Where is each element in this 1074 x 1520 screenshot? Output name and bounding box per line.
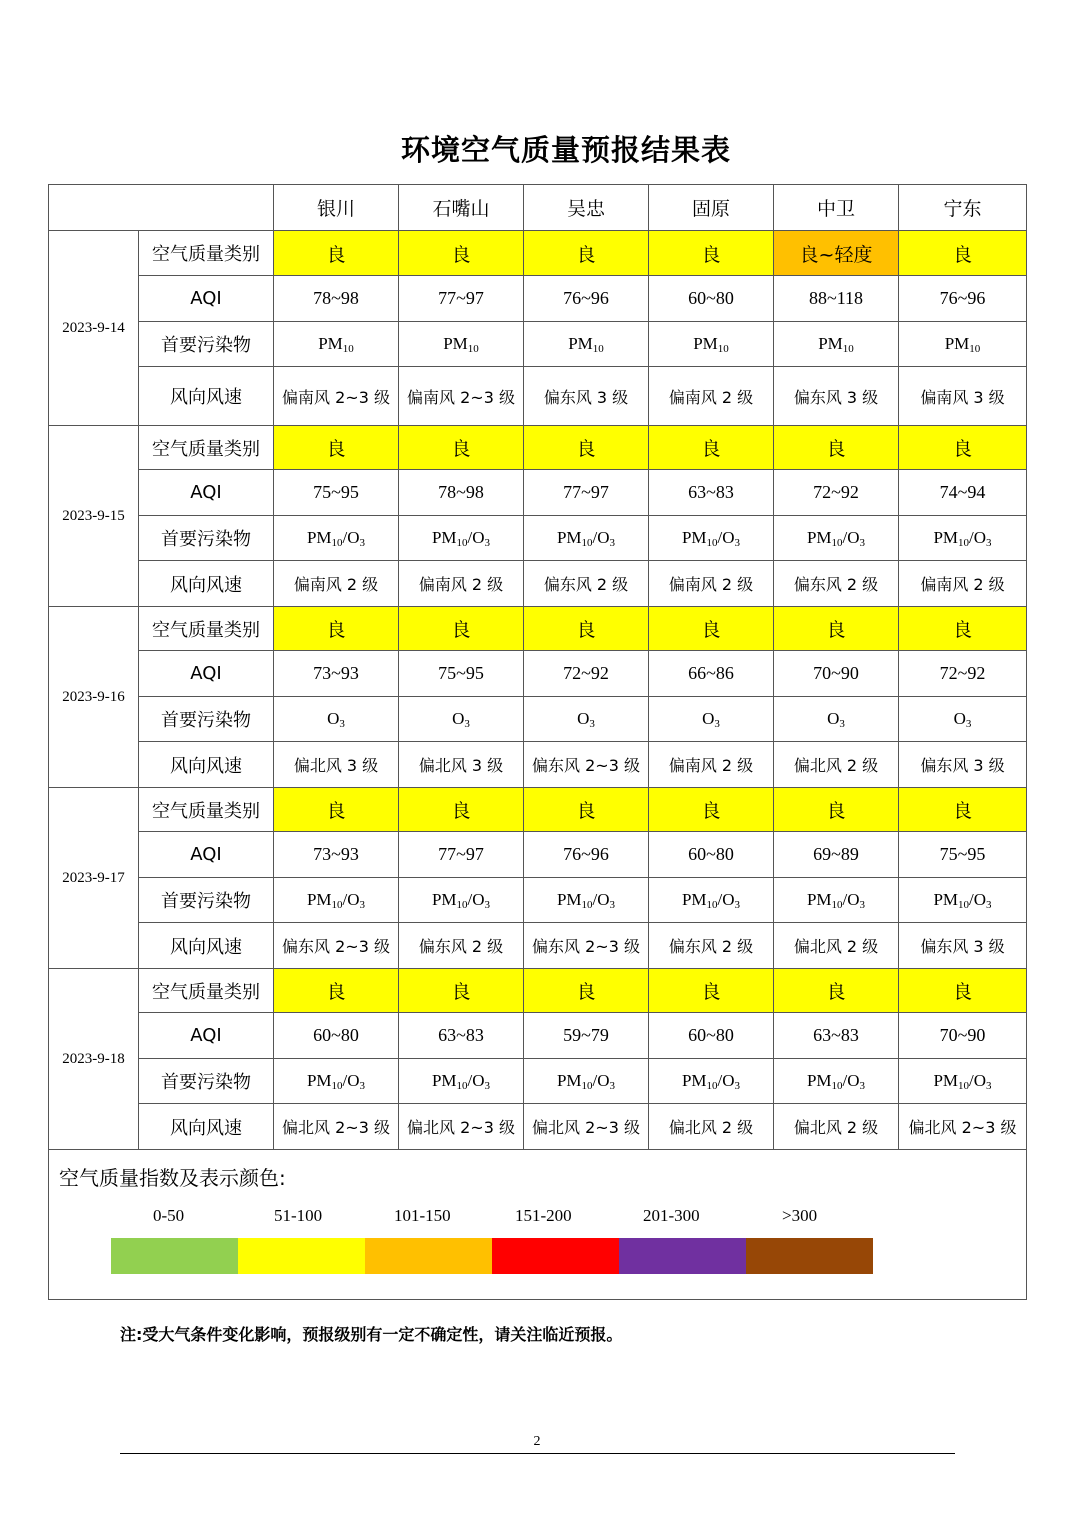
pollutant-cell <box>524 878 649 923</box>
pollutant-sub: 10 <box>842 343 854 355</box>
table-row <box>49 367 1027 426</box>
wind-cell: 偏东风 3 级 <box>899 742 1027 788</box>
quality-cell: 良 <box>274 426 399 470</box>
pollutant-cell <box>774 697 899 742</box>
aqi-cell: 77~97 <box>399 276 524 322</box>
aqi-cell: 60~80 <box>649 276 774 322</box>
pollutant-tail: /O <box>969 528 987 547</box>
quality-cell: 良 <box>899 607 1027 651</box>
quality-cell: 良 <box>774 607 899 651</box>
legend-range-label: 151-200 <box>515 1206 572 1225</box>
pollutant-sub: 10 <box>581 1080 593 1092</box>
legend-cell <box>49 1150 1027 1300</box>
table-row <box>49 426 1027 470</box>
wind-cell: 偏北风 2 级 <box>774 923 899 969</box>
pollutant-tail: /O <box>342 528 360 547</box>
pollutant-sub2: 3 <box>359 1080 366 1092</box>
aqi-cell: 88~118 <box>774 276 899 322</box>
table-row <box>49 651 1027 697</box>
aqi-cell: 69~89 <box>774 832 899 878</box>
wind-cell: 偏东风 2~3 级 <box>524 923 649 969</box>
pollutant-sub: 10 <box>831 899 843 911</box>
pollutant-tail: /O <box>592 890 610 909</box>
quality-cell: 良 <box>649 969 774 1013</box>
pollutant-tail: /O <box>842 890 860 909</box>
pollutant-sub: 10 <box>831 537 843 549</box>
pollutant-main: PM <box>933 890 959 909</box>
quality-cell: 良 <box>649 788 774 832</box>
city-header: 石嘴山 <box>399 185 524 231</box>
pollutant-cell <box>649 878 774 923</box>
row-label-aqi: AQI <box>139 470 274 516</box>
pollutant-sub: 10 <box>706 537 718 549</box>
aqi-cell: 63~83 <box>774 1013 899 1059</box>
pollutant-main: PM <box>306 1071 332 1090</box>
date-cell: 2023-9-14 <box>49 231 139 426</box>
row-label-wind: 风向风速 <box>139 1104 274 1150</box>
aqi-cell: 72~92 <box>899 651 1027 697</box>
pollutant-sub: 3 <box>714 718 720 730</box>
pollutant-main: PM <box>556 1071 582 1090</box>
wind-cell: 偏北风 2 级 <box>649 1104 774 1150</box>
quality-cell: 良 <box>524 231 649 276</box>
row-label-pollutant: 首要污染物 <box>139 516 274 561</box>
pollutant-main: PM <box>681 528 707 547</box>
quality-cell: 良 <box>274 607 399 651</box>
pollutant-cell <box>274 322 399 367</box>
table-row <box>49 231 1027 276</box>
aqi-cell: 70~90 <box>774 651 899 697</box>
aqi-cell: 70~90 <box>899 1013 1027 1059</box>
pollutant-sub2: 3 <box>609 537 616 549</box>
pollutant-cell <box>774 516 899 561</box>
table-row <box>49 923 1027 969</box>
pollutant-main: PM <box>443 334 468 353</box>
quality-cell: 良 <box>899 788 1027 832</box>
quality-cell: 良 <box>524 426 649 470</box>
table-row <box>49 742 1027 788</box>
aqi-cell: 60~80 <box>649 1013 774 1059</box>
aqi-cell: 75~95 <box>274 470 399 516</box>
pollutant-cell <box>524 322 649 367</box>
pollutant-sub: 10 <box>969 343 981 355</box>
pollutant-main: PM <box>431 528 457 547</box>
pollutant-sub: 10 <box>331 1080 343 1092</box>
header-row <box>49 185 1027 231</box>
pollutant-main: PM <box>556 528 582 547</box>
pollutant-sub: 10 <box>581 899 593 911</box>
aqi-cell: 72~92 <box>774 470 899 516</box>
legend-color-swatch <box>492 1238 619 1274</box>
pollutant-main: PM <box>806 1071 832 1090</box>
quality-cell: 良 <box>774 426 899 470</box>
pollutant-main: O <box>452 709 465 728</box>
wind-cell: 偏南风 2~3 级 <box>399 367 524 426</box>
pollutant-cell <box>774 878 899 923</box>
city-header: 吴忠 <box>524 185 649 231</box>
pollutant-sub2: 3 <box>859 1080 866 1092</box>
pollutant-cell <box>649 322 774 367</box>
wind-cell: 偏东风 2 级 <box>649 923 774 969</box>
quality-cell: 良 <box>524 969 649 1013</box>
aqi-cell: 77~97 <box>524 470 649 516</box>
pollutant-cell <box>274 697 399 742</box>
quality-cell: 良 <box>774 788 899 832</box>
wind-cell: 偏东风 3 级 <box>524 367 649 426</box>
pollutant-tail: /O <box>467 1071 485 1090</box>
pollutant-sub2: 3 <box>986 1080 992 1092</box>
pollutant-sub: 10 <box>706 899 718 911</box>
wind-cell: 偏北风 2~3 级 <box>274 1104 399 1150</box>
aqi-cell: 78~98 <box>274 276 399 322</box>
table-row <box>49 788 1027 832</box>
quality-cell: 良 <box>399 788 524 832</box>
pollutant-tail: /O <box>842 1071 860 1090</box>
table-row <box>49 1059 1027 1104</box>
row-label-pollutant: 首要污染物 <box>139 1059 274 1104</box>
pollutant-sub: 10 <box>717 343 729 355</box>
pollutant-cell <box>524 516 649 561</box>
pollutant-sub2: 3 <box>734 1080 741 1092</box>
pollutant-tail: /O <box>969 1071 987 1090</box>
pollutant-main: PM <box>556 890 582 909</box>
table-row <box>49 607 1027 651</box>
table-row <box>49 470 1027 516</box>
row-label-aqi: AQI <box>139 651 274 697</box>
row-label-quality: 空气质量类别 <box>139 426 274 470</box>
wind-cell: 偏南风 2 级 <box>649 561 774 607</box>
pollutant-sub2: 3 <box>359 537 366 549</box>
quality-cell: 良 <box>774 969 899 1013</box>
pollutant-cell <box>899 516 1027 561</box>
pollutant-tail: /O <box>717 890 735 909</box>
pollutant-cell <box>274 1059 399 1104</box>
row-label-pollutant: 首要污染物 <box>139 697 274 742</box>
quality-cell: 良 <box>274 788 399 832</box>
wind-cell: 偏北风 2~3 级 <box>524 1104 649 1150</box>
pollutant-sub2: 3 <box>734 537 741 549</box>
pollutant-sub: 3 <box>839 718 845 730</box>
pollutant-tail: /O <box>592 528 610 547</box>
page-number: 2 <box>533 1434 541 1449</box>
pollutant-main: PM <box>431 1071 457 1090</box>
pollutant-sub: 10 <box>958 899 970 911</box>
quality-cell: 良 <box>899 231 1027 276</box>
row-label-pollutant: 首要污染物 <box>139 878 274 923</box>
pollutant-sub: 10 <box>456 537 468 549</box>
pollutant-sub: 3 <box>965 718 972 730</box>
pollutant-sub: 10 <box>706 1080 718 1092</box>
pollutant-main: PM <box>806 890 832 909</box>
pollutant-sub2: 3 <box>609 899 616 911</box>
pollutant-main: PM <box>681 1071 707 1090</box>
header-corner <box>49 185 274 231</box>
quality-cell: 良 <box>649 607 774 651</box>
table-row <box>49 832 1027 878</box>
footer-divider <box>120 1453 955 1454</box>
page-title: 环境空气质量预报结果表 <box>400 133 731 167</box>
row-label-quality: 空气质量类别 <box>139 969 274 1013</box>
pollutant-sub: 10 <box>331 537 343 549</box>
pollutant-tail: /O <box>342 890 360 909</box>
pollutant-main: PM <box>944 334 970 353</box>
pollutant-cell <box>649 516 774 561</box>
pollutant-cell <box>399 1059 524 1104</box>
pollutant-main: O <box>702 709 715 728</box>
aqi-color-legend <box>49 1150 1026 1299</box>
wind-cell: 偏东风 2~3 级 <box>274 923 399 969</box>
wind-cell: 偏东风 2 级 <box>774 561 899 607</box>
quality-cell: 良 <box>399 607 524 651</box>
pollutant-cell <box>399 878 524 923</box>
pollutant-tail: /O <box>717 1071 735 1090</box>
pollutant-main: O <box>953 709 966 728</box>
aqi-cell: 75~95 <box>399 651 524 697</box>
row-label-wind: 风向风速 <box>139 561 274 607</box>
row-label-wind: 风向风速 <box>139 923 274 969</box>
pollutant-cell <box>274 516 399 561</box>
quality-cell: 良 <box>524 788 649 832</box>
wind-cell: 偏南风 2 级 <box>399 561 524 607</box>
wind-cell: 偏北风 3 级 <box>399 742 524 788</box>
pollutant-cell <box>899 1059 1027 1104</box>
quality-cell: 良 <box>399 969 524 1013</box>
aqi-cell: 66~86 <box>649 651 774 697</box>
pollutant-sub: 10 <box>331 899 343 911</box>
pollutant-main: PM <box>306 528 332 547</box>
city-header: 固原 <box>649 185 774 231</box>
legend-color-swatch <box>238 1238 365 1274</box>
wind-cell: 偏南风 2 级 <box>274 561 399 607</box>
wind-cell: 偏东风 2 级 <box>399 923 524 969</box>
table-row <box>49 322 1027 367</box>
aqi-cell: 73~93 <box>274 832 399 878</box>
table-row <box>49 516 1027 561</box>
date-cell: 2023-9-17 <box>49 788 139 969</box>
table-row <box>49 561 1027 607</box>
legend-color-swatch <box>746 1238 873 1274</box>
row-label-wind: 风向风速 <box>139 367 274 426</box>
pollutant-main: PM <box>568 334 593 353</box>
date-cell: 2023-9-15 <box>49 426 139 607</box>
legend-color-swatch <box>111 1238 238 1274</box>
pollutant-main: PM <box>431 890 457 909</box>
pollutant-sub: 3 <box>464 718 470 730</box>
pollutant-cell <box>524 697 649 742</box>
legend-color-swatch <box>365 1238 492 1274</box>
pollutant-cell <box>399 322 524 367</box>
wind-cell: 偏东风 3 级 <box>899 923 1027 969</box>
row-label-aqi: AQI <box>139 832 274 878</box>
pollutant-cell <box>524 1059 649 1104</box>
row-label-aqi: AQI <box>139 276 274 322</box>
pollutant-main: O <box>827 709 840 728</box>
wind-cell: 偏北风 2~3 级 <box>899 1104 1027 1150</box>
quality-cell: 良 <box>649 426 774 470</box>
wind-cell: 偏北风 2~3 级 <box>399 1104 524 1150</box>
aqi-cell: 74~94 <box>899 470 1027 516</box>
wind-cell: 偏东风 2~3 级 <box>524 742 649 788</box>
pollutant-cell <box>649 697 774 742</box>
aqi-cell: 75~95 <box>899 832 1027 878</box>
legend-range-label: 0-50 <box>153 1206 185 1225</box>
row-label-aqi: AQI <box>139 1013 274 1059</box>
row-label-quality: 空气质量类别 <box>139 788 274 832</box>
quality-cell: 良 <box>274 969 399 1013</box>
wind-cell: 偏北风 2 级 <box>774 742 899 788</box>
wind-cell: 偏南风 2~3 级 <box>274 367 399 426</box>
row-label-quality: 空气质量类别 <box>139 231 274 276</box>
pollutant-cell <box>649 1059 774 1104</box>
pollutant-main: PM <box>693 334 718 353</box>
legend-title: 空气质量指数及表示颜色: <box>59 1166 286 1190</box>
aqi-cell: 63~83 <box>649 470 774 516</box>
aqi-cell: 73~93 <box>274 651 399 697</box>
table-row <box>49 1013 1027 1059</box>
pollutant-sub2: 3 <box>734 899 741 911</box>
pollutant-tail: /O <box>467 528 485 547</box>
quality-cell: 良~轻度 <box>774 231 899 276</box>
legend-color-swatch <box>619 1238 746 1274</box>
pollutant-sub: 10 <box>456 1080 468 1092</box>
aqi-cell: 72~92 <box>524 651 649 697</box>
city-header: 银川 <box>274 185 399 231</box>
pollutant-tail: /O <box>592 1071 610 1090</box>
pollutant-main: O <box>327 709 340 728</box>
city-header: 宁东 <box>899 185 1027 231</box>
pollutant-sub: 10 <box>592 343 604 355</box>
aqi-cell: 63~83 <box>399 1013 524 1059</box>
aqi-cell: 76~96 <box>524 276 649 322</box>
pollutant-sub: 10 <box>958 537 970 549</box>
pollutant-tail: /O <box>842 528 860 547</box>
wind-cell: 偏北风 2 级 <box>774 1104 899 1150</box>
pollutant-sub: 3 <box>339 718 345 730</box>
aqi-cell: 77~97 <box>399 832 524 878</box>
row-label-pollutant: 首要污染物 <box>139 322 274 367</box>
aqi-cell: 59~79 <box>524 1013 649 1059</box>
table-row <box>49 276 1027 322</box>
pollutant-cell <box>399 516 524 561</box>
pollutant-cell <box>899 697 1027 742</box>
pollutant-cell <box>274 878 399 923</box>
row-label-quality: 空气质量类别 <box>139 607 274 651</box>
quality-cell: 良 <box>649 231 774 276</box>
wind-cell: 偏南风 3 级 <box>899 367 1027 426</box>
pollutant-sub2: 3 <box>859 537 866 549</box>
pollutant-cell <box>774 322 899 367</box>
quality-cell: 良 <box>274 231 399 276</box>
pollutant-main: PM <box>306 890 332 909</box>
pollutant-main: PM <box>806 528 832 547</box>
wind-cell: 偏东风 3 级 <box>774 367 899 426</box>
pollutant-sub2: 3 <box>986 899 992 911</box>
table-row <box>49 878 1027 923</box>
pollutant-main: PM <box>681 890 707 909</box>
pollutant-cell <box>774 1059 899 1104</box>
wind-cell: 偏北风 3 级 <box>274 742 399 788</box>
pollutant-sub: 10 <box>581 537 593 549</box>
wind-cell: 偏南风 2 级 <box>649 742 774 788</box>
pollutant-sub: 10 <box>958 1080 970 1092</box>
quality-cell: 良 <box>399 426 524 470</box>
date-cell: 2023-9-16 <box>49 607 139 788</box>
pollutant-cell <box>899 878 1027 923</box>
forecast-table <box>48 184 1027 1300</box>
aqi-cell: 76~96 <box>899 276 1027 322</box>
pollutant-tail: /O <box>467 890 485 909</box>
legend-range-label: 101-150 <box>394 1206 451 1225</box>
pollutant-tail: /O <box>969 890 987 909</box>
table-row <box>49 697 1027 742</box>
quality-cell: 良 <box>399 231 524 276</box>
pollutant-main: PM <box>933 1071 959 1090</box>
legend-range-label: >300 <box>782 1206 818 1225</box>
aqi-cell: 78~98 <box>399 470 524 516</box>
pollutant-tail: /O <box>717 528 735 547</box>
aqi-cell: 60~80 <box>274 1013 399 1059</box>
date-cell: 2023-9-18 <box>49 969 139 1150</box>
pollutant-sub2: 3 <box>609 1080 616 1092</box>
pollutant-sub: 10 <box>831 1080 843 1092</box>
row-label-wind: 风向风速 <box>139 742 274 788</box>
aqi-cell: 60~80 <box>649 832 774 878</box>
quality-cell: 良 <box>899 426 1027 470</box>
pollutant-main: PM <box>818 334 843 353</box>
quality-cell: 良 <box>524 607 649 651</box>
pollutant-cell <box>399 697 524 742</box>
pollutant-main: PM <box>318 334 343 353</box>
pollutant-sub2: 3 <box>859 899 866 911</box>
table-row <box>49 1104 1027 1150</box>
pollutant-sub2: 3 <box>484 899 491 911</box>
pollutant-sub2: 3 <box>986 537 992 549</box>
wind-cell: 偏南风 2 级 <box>649 367 774 426</box>
wind-cell: 偏南风 2 级 <box>899 561 1027 607</box>
legend-row <box>49 1150 1027 1300</box>
quality-cell: 良 <box>899 969 1027 1013</box>
pollutant-tail: /O <box>342 1071 360 1090</box>
pollutant-cell <box>899 322 1027 367</box>
pollutant-sub: 10 <box>467 343 479 355</box>
pollutant-sub: 3 <box>589 718 595 730</box>
pollutant-sub2: 3 <box>484 1080 491 1092</box>
pollutant-sub: 10 <box>456 899 468 911</box>
pollutant-sub2: 3 <box>359 899 366 911</box>
wind-cell: 偏东风 2 级 <box>524 561 649 607</box>
legend-range-label: 201-300 <box>643 1206 700 1225</box>
pollutant-sub2: 3 <box>484 537 491 549</box>
pollutant-sub: 10 <box>342 343 354 355</box>
city-header: 中卫 <box>774 185 899 231</box>
pollutant-main: PM <box>933 528 959 547</box>
legend-range-label: 51-100 <box>274 1206 323 1225</box>
table-row <box>49 969 1027 1013</box>
aqi-cell: 76~96 <box>524 832 649 878</box>
pollutant-main: O <box>577 709 590 728</box>
disclaimer-note: 注:受大气条件变化影响，预报级别有一定不确定性，请关注临近预报。 <box>120 1325 623 1344</box>
